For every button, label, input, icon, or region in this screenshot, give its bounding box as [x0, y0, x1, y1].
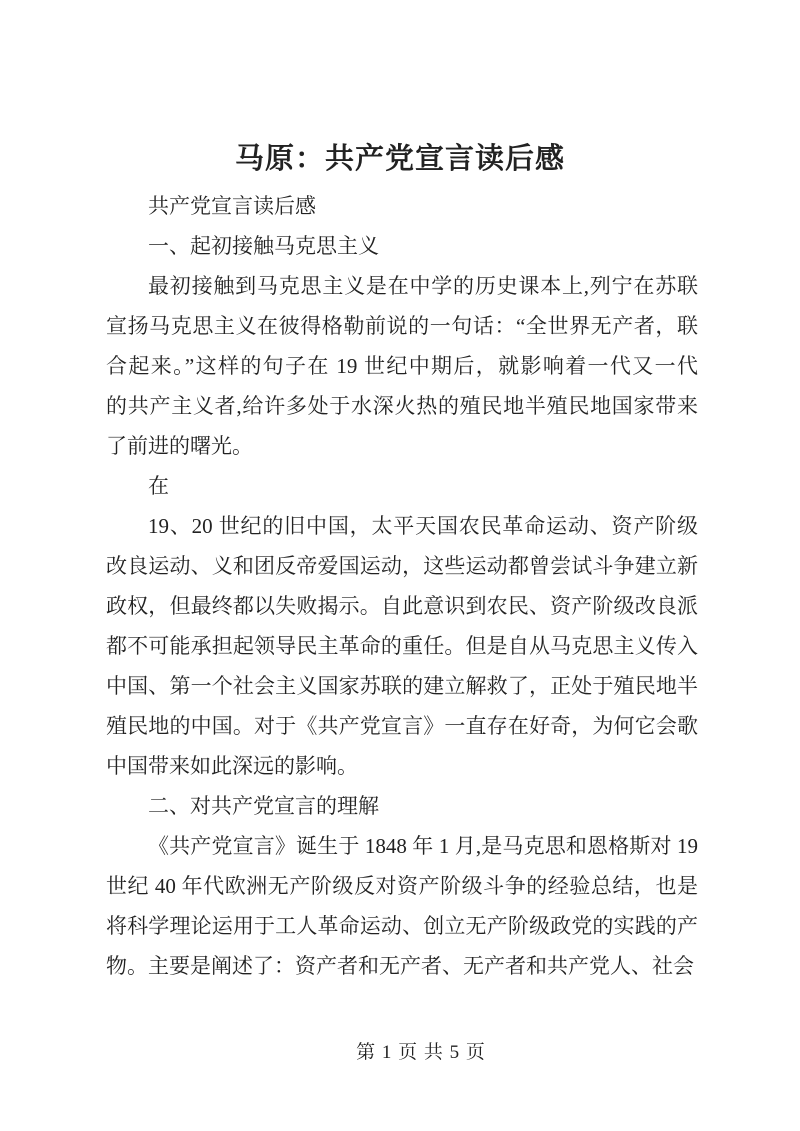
text-line: 了前进的曙光。 — [106, 434, 253, 458]
text-line: 二、对共产党宣言的理解 — [148, 794, 379, 818]
text-line: 世纪 40 年代欧洲无产阶级反对资产阶级斗争的经验总结，也是 — [106, 874, 698, 898]
text-line: 中国带来如此深远的影响。 — [106, 754, 358, 778]
text-line: 合起来。”这样的句子在 19 世纪中期后，就影响着一代又一代 — [106, 354, 698, 378]
text-line: 将科学理论运用于工人革命运动、创立无产阶级政党的实践的产 — [106, 914, 698, 938]
text-line: 共产党宣言读后感 — [148, 194, 316, 218]
page-number: 第 1 页 共 5 页 — [356, 1042, 486, 1063]
text-line: 宣扬马克思主义在彼得格勒前说的一句话：“全世界无产者，联 — [106, 314, 698, 338]
text-line: 政权，但最终都以失败揭示。自此意识到农民、资产阶级改良派 — [106, 594, 698, 618]
text-line: 都不可能承担起领导民主革命的重任。但是自从马克思主义传入 — [106, 634, 698, 658]
text-line: 19、20 世纪的旧中国，太平天国农民革命运动、资产阶级 — [148, 514, 698, 538]
document-body — [106, 186, 698, 986]
document-title: 马原：共产党宣言读后感 — [234, 143, 565, 175]
text-line: 物。主要是阐述了：资产者和无产者、无产者和共产党人、社会 — [106, 954, 694, 978]
text-line: 在 — [148, 474, 169, 498]
page-footer — [0, 1040, 800, 1066]
text-line: 改良运动、义和团反帝爱国运动，这些运动都曾尝试斗争建立新 — [106, 554, 698, 578]
text-line: 《共产党宣言》诞生于 1848 年 1 月,是马克思和恩格斯对 19 — [148, 834, 698, 858]
text-line: 殖民地的中国。对于《共产党宣言》一直存在好奇，为何它会歌 — [106, 714, 698, 738]
text-line: 最初接触到马克思主义是在中学的历史课本上,列宁在苏联 — [148, 274, 698, 298]
text-line: 的共产主义者,给许多处于水深火热的殖民地半殖民地国家带来 — [106, 394, 698, 418]
text-line: 中国、第一个社会主义国家苏联的建立解救了，正处于殖民地半 — [106, 674, 698, 698]
text-line: 一、起初接触马克思主义 — [148, 234, 379, 258]
